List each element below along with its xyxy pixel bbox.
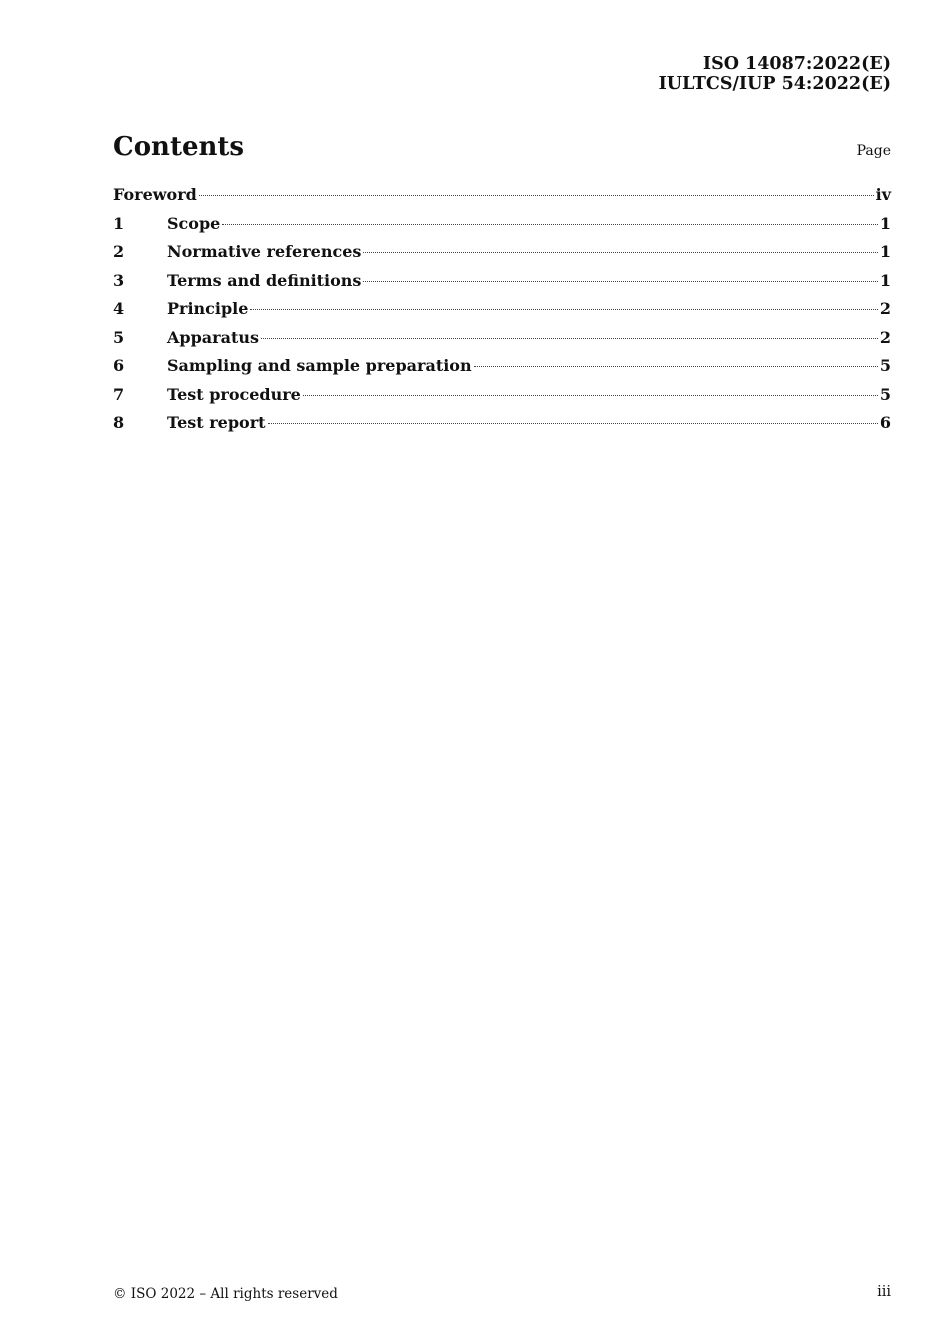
- toc-leader-dots: [268, 423, 878, 424]
- toc-entry-page: 1: [879, 242, 891, 261]
- page-column-label: Page: [856, 143, 891, 159]
- toc-entry-number: 6: [113, 356, 125, 375]
- toc-entry-terms-and-definitions[interactable]: [113, 271, 891, 300]
- toc-entry-sampling[interactable]: [113, 356, 891, 385]
- toc-entry-page: 5: [879, 356, 891, 375]
- toc-entry-title: Normative references: [167, 242, 362, 261]
- toc-entry-page: iv: [875, 185, 891, 204]
- toc-entry-page: 6: [879, 413, 891, 432]
- toc-entry-number: 3: [113, 270, 125, 290]
- toc-entry-page: 2: [879, 299, 891, 318]
- toc-leader-dots: [199, 195, 874, 196]
- toc-entry-normative-references[interactable]: [113, 242, 891, 271]
- toc-entry-title: Test procedure: [167, 384, 301, 404]
- toc-entry-title: Sampling and sample preparation: [167, 356, 472, 375]
- toc-entry-number: 8: [113, 413, 125, 432]
- toc-entry-title: Principle: [167, 299, 249, 318]
- toc-entry-test-procedure[interactable]: [113, 385, 891, 414]
- toc-leader-dots: [474, 366, 878, 367]
- toc-entry-title: Scope: [167, 213, 221, 233]
- toc-entry-title: Apparatus: [167, 327, 259, 347]
- toc-entry-number: 1: [113, 213, 125, 233]
- toc-leader-dots: [363, 281, 877, 282]
- toc-entry-scope[interactable]: [113, 214, 891, 243]
- toc-entry-number: 7: [113, 384, 125, 404]
- toc-entry-number: 4: [113, 299, 125, 318]
- page-number: iii: [877, 1284, 891, 1300]
- toc-leader-dots: [303, 395, 878, 396]
- toc-entry-page: 2: [879, 327, 891, 347]
- toc-entry-number: 5: [113, 327, 125, 347]
- contents-title: Contents: [113, 132, 245, 162]
- toc-entry-title: Foreword: [113, 185, 197, 204]
- toc-entry-principle[interactable]: [113, 299, 891, 328]
- toc-entry-foreword[interactable]: [113, 185, 891, 214]
- doc-id-iso: ISO 14087:2022(E): [702, 54, 891, 74]
- toc-leader-dots: [261, 338, 878, 339]
- doc-id-iultcs: IULTCS/IUP 54:2022(E): [658, 74, 891, 94]
- toc-entry-number: 2: [113, 242, 125, 261]
- toc-leader-dots: [222, 224, 878, 225]
- toc-entry-page: 5: [879, 384, 891, 404]
- toc-entry-apparatus[interactable]: [113, 328, 891, 357]
- toc-entry-page: 1: [879, 213, 891, 233]
- document-identifier: [659, 54, 891, 94]
- toc-leader-dots: [363, 252, 877, 253]
- toc-entry-page: 1: [879, 270, 891, 290]
- toc-entry-test-report[interactable]: [113, 413, 891, 442]
- copyright-notice: © ISO 2022 – All rights reserved: [113, 1286, 338, 1302]
- table-of-contents: [113, 185, 891, 442]
- toc-entry-title: Terms and definitions: [167, 270, 362, 290]
- toc-leader-dots: [250, 309, 877, 310]
- toc-entry-title: Test report: [167, 413, 266, 432]
